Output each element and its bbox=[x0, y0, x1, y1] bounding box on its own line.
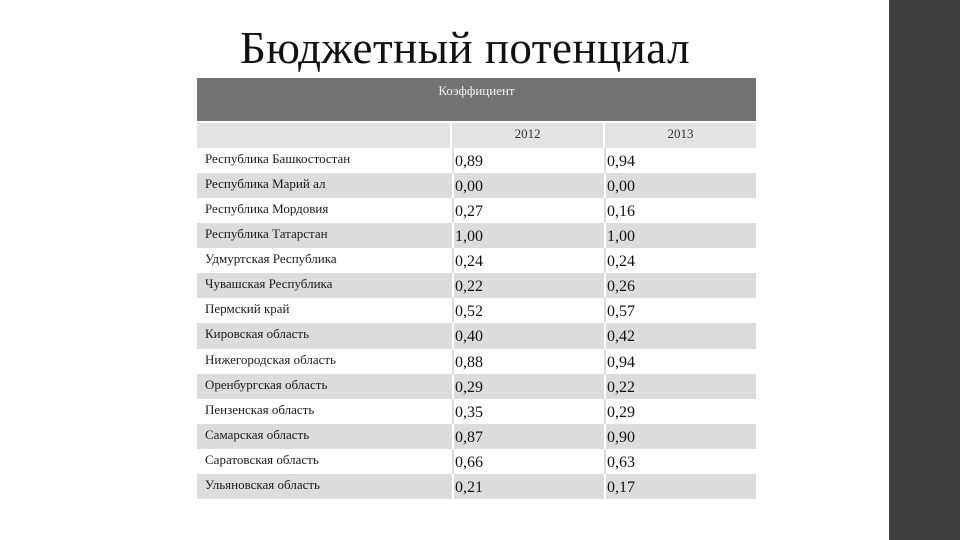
region-cell: Самарская область bbox=[205, 426, 310, 442]
region-cell: Пермский край bbox=[205, 301, 290, 317]
value-2012-cell: 0,29 bbox=[452, 374, 604, 399]
value-2013-cell: 0,00 bbox=[604, 173, 756, 198]
value-2012-cell: 0,21 bbox=[452, 474, 604, 499]
value-2013-cell: 0,29 bbox=[604, 399, 756, 424]
value-2013-cell: 0,26 bbox=[604, 273, 756, 298]
value-2012-cell: 0,00 bbox=[452, 173, 604, 198]
table-row bbox=[197, 148, 756, 173]
region-cell: Пензенская область bbox=[205, 401, 315, 417]
table-row bbox=[197, 248, 756, 273]
value-2012-cell: 0,87 bbox=[452, 424, 604, 449]
value-2012-cell: 0,22 bbox=[452, 273, 604, 298]
value-2012-cell: 0,52 bbox=[452, 298, 604, 323]
column-header-row bbox=[197, 121, 756, 148]
region-cell: Республика Башкостостан bbox=[205, 151, 351, 166]
region-cell: Нижегородская область bbox=[205, 351, 336, 367]
column-header-2013: 2013 bbox=[603, 123, 756, 148]
table-row bbox=[197, 474, 756, 499]
value-2013-cell: 0,94 bbox=[604, 148, 756, 173]
table-row bbox=[197, 323, 756, 348]
column-header-2012: 2012 bbox=[450, 123, 603, 148]
region-cell: Ульяновская область bbox=[205, 476, 320, 492]
slide-side-bar bbox=[889, 0, 960, 540]
table-row bbox=[197, 173, 756, 198]
region-cell: Чувашская Республика bbox=[205, 276, 333, 292]
value-2013-cell: 0,57 bbox=[604, 298, 756, 323]
table-body bbox=[197, 148, 756, 499]
region-cell: Удмуртская Республика bbox=[205, 251, 337, 267]
value-2013-cell: 0,42 bbox=[604, 323, 756, 348]
value-2012-cell: 0,40 bbox=[452, 323, 604, 348]
value-2013-cell: 0,90 bbox=[604, 424, 756, 449]
table-row bbox=[197, 198, 756, 223]
value-2013-cell: 0,16 bbox=[604, 198, 756, 223]
value-2012-cell: 0,66 bbox=[452, 449, 604, 474]
region-cell: Республика Марий ал bbox=[205, 176, 326, 192]
value-2012-cell: 0,89 bbox=[452, 148, 604, 173]
region-cell: Оренбургская область bbox=[205, 376, 328, 392]
value-2012-cell: 1,00 bbox=[452, 223, 604, 248]
region-cell: Кировская область bbox=[205, 326, 310, 342]
value-2013-cell: 0,24 bbox=[604, 248, 756, 273]
region-cell: Саратовская область bbox=[205, 451, 319, 467]
table-row bbox=[197, 349, 756, 374]
table-row bbox=[197, 374, 756, 399]
table-row bbox=[197, 399, 756, 424]
value-2012-cell: 0,27 bbox=[452, 198, 604, 223]
value-2013-cell: 0,22 bbox=[604, 374, 756, 399]
table-row bbox=[197, 298, 756, 323]
budget-table bbox=[197, 78, 756, 499]
region-cell: Республика Мордовия bbox=[205, 201, 329, 217]
value-2013-cell: 1,00 bbox=[604, 223, 756, 248]
value-2012-cell: 0,24 bbox=[452, 248, 604, 273]
table-row bbox=[197, 424, 756, 449]
table-row bbox=[197, 449, 756, 474]
region-cell: Республика Татарстан bbox=[205, 226, 328, 242]
value-2012-cell: 0,88 bbox=[452, 349, 604, 374]
value-2013-cell: 0,94 bbox=[604, 349, 756, 374]
value-2013-cell: 0,17 bbox=[604, 474, 756, 499]
table-row bbox=[197, 273, 756, 298]
value-2013-cell: 0,63 bbox=[604, 449, 756, 474]
table-header: Коэффициент bbox=[197, 78, 756, 121]
value-2012-cell: 0,35 bbox=[452, 399, 604, 424]
column-header-region bbox=[197, 123, 450, 148]
slide-title: Бюджетный потенциал bbox=[239, 23, 691, 73]
table-row bbox=[197, 223, 756, 248]
